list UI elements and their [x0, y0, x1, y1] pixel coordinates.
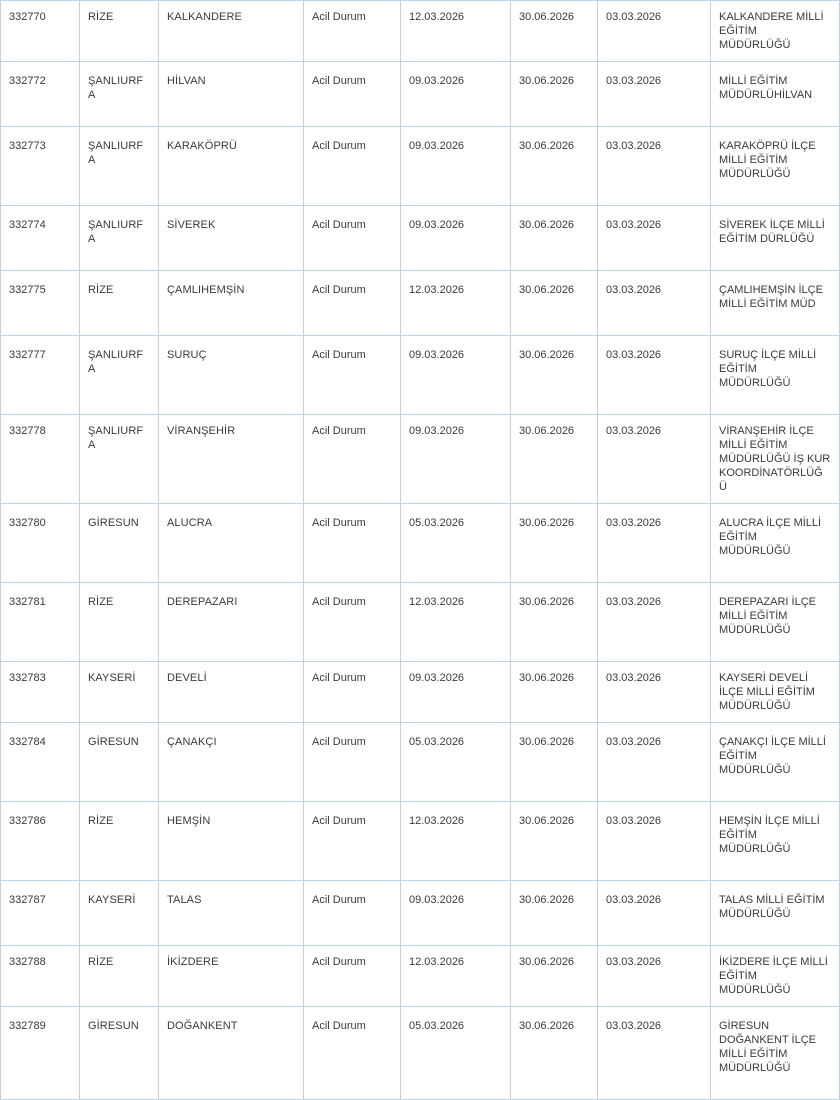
row-date-third: 03.03.2026: [598, 881, 711, 946]
row-office: SURUÇ İLÇE MİLLİ EĞİTİM MÜDÜRLÜĞÜ: [711, 336, 840, 415]
row-date-start: 09.03.2026: [401, 662, 511, 723]
row-district: HİLVAN: [159, 62, 304, 127]
row-district: HEMŞİN: [159, 802, 304, 881]
row-office: GİRESUN DOĞANKENT İLÇE MİLLİ EĞİTİM MÜDÜRLÜĞÜ: [711, 1007, 840, 1100]
table-row[interactable]: [1, 1, 840, 62]
row-office: SİVEREK İLÇE MİLLİ EĞİTİM DÜRLÜĞÜ: [711, 206, 840, 271]
row-city: GİRESUN: [80, 504, 159, 583]
row-date-end: 30.06.2026: [511, 206, 598, 271]
row-status: Acil Durum: [304, 802, 401, 881]
row-city: RİZE: [80, 271, 159, 336]
row-status: Acil Durum: [304, 62, 401, 127]
row-city: KAYSERİ: [80, 662, 159, 723]
row-date-end: 30.06.2026: [511, 415, 598, 504]
row-district: TALAS: [159, 881, 304, 946]
row-id-link[interactable]: 332781: [1, 583, 80, 662]
row-district: SURUÇ: [159, 336, 304, 415]
row-date-end: 30.06.2026: [511, 127, 598, 206]
row-district: ALUCRA: [159, 504, 304, 583]
row-date-third: 03.03.2026: [598, 662, 711, 723]
row-date-start: 09.03.2026: [401, 881, 511, 946]
row-district: VİRANŞEHİR: [159, 415, 304, 504]
row-date-start: 12.03.2026: [401, 1, 511, 62]
row-district: SİVEREK: [159, 206, 304, 271]
row-date-end: 30.06.2026: [511, 1, 598, 62]
row-id-link[interactable]: 332774: [1, 206, 80, 271]
row-status: Acil Durum: [304, 415, 401, 504]
row-date-end: 30.06.2026: [511, 881, 598, 946]
row-district: ÇANAKÇI: [159, 723, 304, 802]
row-district: KARAKÖPRÜ: [159, 127, 304, 206]
table-body: [1, 1, 840, 1100]
row-district: İKİZDERE: [159, 946, 304, 1007]
row-id-link[interactable]: 332777: [1, 336, 80, 415]
row-district: KALKANDERE: [159, 1, 304, 62]
table-row[interactable]: [1, 415, 840, 504]
row-date-third: 03.03.2026: [598, 504, 711, 583]
row-id-link[interactable]: 332773: [1, 127, 80, 206]
row-date-end: 30.06.2026: [511, 946, 598, 1007]
row-district: DEVELİ: [159, 662, 304, 723]
row-id-link[interactable]: 332784: [1, 723, 80, 802]
row-city: RİZE: [80, 946, 159, 1007]
row-id-link[interactable]: 332783: [1, 662, 80, 723]
row-status: Acil Durum: [304, 583, 401, 662]
row-date-start: 09.03.2026: [401, 336, 511, 415]
row-status: Acil Durum: [304, 336, 401, 415]
row-date-end: 30.06.2026: [511, 62, 598, 127]
row-office: VİRANŞEHİR İLÇE MİLLİ EĞİTİM MÜDÜRLÜĞÜ İŞ KUR KOORDİNATÖRLÜĞ Ü: [711, 415, 840, 504]
row-date-end: 30.06.2026: [511, 662, 598, 723]
row-status: Acil Durum: [304, 1007, 401, 1100]
row-id-link[interactable]: 332770: [1, 1, 80, 62]
table-row[interactable]: [1, 504, 840, 583]
row-date-start: 12.03.2026: [401, 946, 511, 1007]
row-status: Acil Durum: [304, 1, 401, 62]
row-city: RİZE: [80, 802, 159, 881]
row-date-end: 30.06.2026: [511, 1007, 598, 1100]
row-status: Acil Durum: [304, 271, 401, 336]
row-status: Acil Durum: [304, 881, 401, 946]
row-office: KAYSERİ DEVELİ İLÇE MİLLİ EĞİTİM MÜDÜRLÜĞÜ: [711, 662, 840, 723]
row-date-third: 03.03.2026: [598, 62, 711, 127]
row-date-start: 09.03.2026: [401, 127, 511, 206]
row-date-end: 30.06.2026: [511, 336, 598, 415]
row-date-third: 03.03.2026: [598, 271, 711, 336]
row-id-link[interactable]: 332780: [1, 504, 80, 583]
row-city: ŞANLIURFA: [80, 127, 159, 206]
table-row[interactable]: [1, 62, 840, 127]
row-office: KARAKÖPRÜ İLÇE MİLLİ EĞİTİM MÜDÜRLÜĞÜ: [711, 127, 840, 206]
row-city: ŞANLIURFA: [80, 206, 159, 271]
row-date-third: 03.03.2026: [598, 802, 711, 881]
row-status: Acil Durum: [304, 504, 401, 583]
row-id-link[interactable]: 332789: [1, 1007, 80, 1100]
row-id-link[interactable]: 332778: [1, 415, 80, 504]
row-office: İKİZDERE İLÇE MİLLİ EĞİTİM MÜDÜRLÜĞÜ: [711, 946, 840, 1007]
row-id-link[interactable]: 332775: [1, 271, 80, 336]
row-date-end: 30.06.2026: [511, 583, 598, 662]
table-row[interactable]: [1, 1007, 840, 1100]
row-date-start: 12.03.2026: [401, 802, 511, 881]
row-city: RİZE: [80, 583, 159, 662]
row-date-start: 12.03.2026: [401, 583, 511, 662]
row-district: DEREPAZARI: [159, 583, 304, 662]
table-row[interactable]: [1, 583, 840, 662]
table-row[interactable]: [1, 946, 840, 1007]
table-row[interactable]: [1, 723, 840, 802]
row-date-end: 30.06.2026: [511, 271, 598, 336]
row-date-third: 03.03.2026: [598, 1007, 711, 1100]
row-date-third: 03.03.2026: [598, 415, 711, 504]
row-city: KAYSERİ: [80, 881, 159, 946]
row-id-link[interactable]: 332786: [1, 802, 80, 881]
row-date-start: 12.03.2026: [401, 271, 511, 336]
row-date-start: 05.03.2026: [401, 504, 511, 583]
row-district: ÇAMLIHEMŞİN: [159, 271, 304, 336]
row-status: Acil Durum: [304, 206, 401, 271]
row-office: TALAS MİLLİ EĞİTİM MÜDÜRLÜĞÜ: [711, 881, 840, 946]
row-date-start: 05.03.2026: [401, 1007, 511, 1100]
table-row[interactable]: [1, 271, 840, 336]
row-date-start: 09.03.2026: [401, 415, 511, 504]
row-city: ŞANLIURFA: [80, 62, 159, 127]
row-date-third: 03.03.2026: [598, 1, 711, 62]
row-office: MİLLİ EĞİTİM MÜDÜRLÜHİLVAN: [711, 62, 840, 127]
row-city: ŞANLIURFA: [80, 336, 159, 415]
row-date-third: 03.03.2026: [598, 127, 711, 206]
row-district: DOĞANKENT: [159, 1007, 304, 1100]
row-office: DEREPAZARI İLÇE MİLLİ EĞİTİM MÜDÜRLÜĞÜ: [711, 583, 840, 662]
table-row[interactable]: [1, 662, 840, 723]
row-date-end: 30.06.2026: [511, 802, 598, 881]
table-row[interactable]: [1, 802, 840, 881]
row-status: Acil Durum: [304, 946, 401, 1007]
row-id-link[interactable]: 332788: [1, 946, 80, 1007]
row-office: HEMŞİN İLÇE MİLLİ EĞİTİM MÜDÜRLÜĞÜ: [711, 802, 840, 881]
row-city: RİZE: [80, 1, 159, 62]
table-row[interactable]: [1, 881, 840, 946]
row-office: KALKANDERE MİLLİ EĞİTİM MÜDÜRLÜĞÜ: [711, 1, 840, 62]
row-date-end: 30.06.2026: [511, 723, 598, 802]
table-row[interactable]: [1, 336, 840, 415]
row-id-link[interactable]: 332787: [1, 881, 80, 946]
row-city: GİRESUN: [80, 723, 159, 802]
row-office: ÇAMLIHEMŞİN İLÇE MİLLİ EĞİTİM MÜD: [711, 271, 840, 336]
row-date-third: 03.03.2026: [598, 336, 711, 415]
row-id-link[interactable]: 332772: [1, 62, 80, 127]
row-status: Acil Durum: [304, 662, 401, 723]
row-date-end: 30.06.2026: [511, 504, 598, 583]
row-date-start: 09.03.2026: [401, 62, 511, 127]
row-date-third: 03.03.2026: [598, 723, 711, 802]
table-row[interactable]: [1, 206, 840, 271]
row-date-start: 05.03.2026: [401, 723, 511, 802]
row-city: ŞANLIURFA: [80, 415, 159, 504]
row-office: ALUCRA İLÇE MİLLİ EĞİTİM MÜDÜRLÜĞÜ: [711, 504, 840, 583]
row-date-third: 03.03.2026: [598, 946, 711, 1007]
row-office: ÇANAKÇI İLÇE MİLLİ EĞİTİM MÜDÜRLÜĞÜ: [711, 723, 840, 802]
row-date-start: 09.03.2026: [401, 206, 511, 271]
table-row[interactable]: [1, 127, 840, 206]
row-status: Acil Durum: [304, 723, 401, 802]
row-city: GİRESUN: [80, 1007, 159, 1100]
row-status: Acil Durum: [304, 127, 401, 206]
row-date-third: 03.03.2026: [598, 206, 711, 271]
row-date-third: 03.03.2026: [598, 583, 711, 662]
